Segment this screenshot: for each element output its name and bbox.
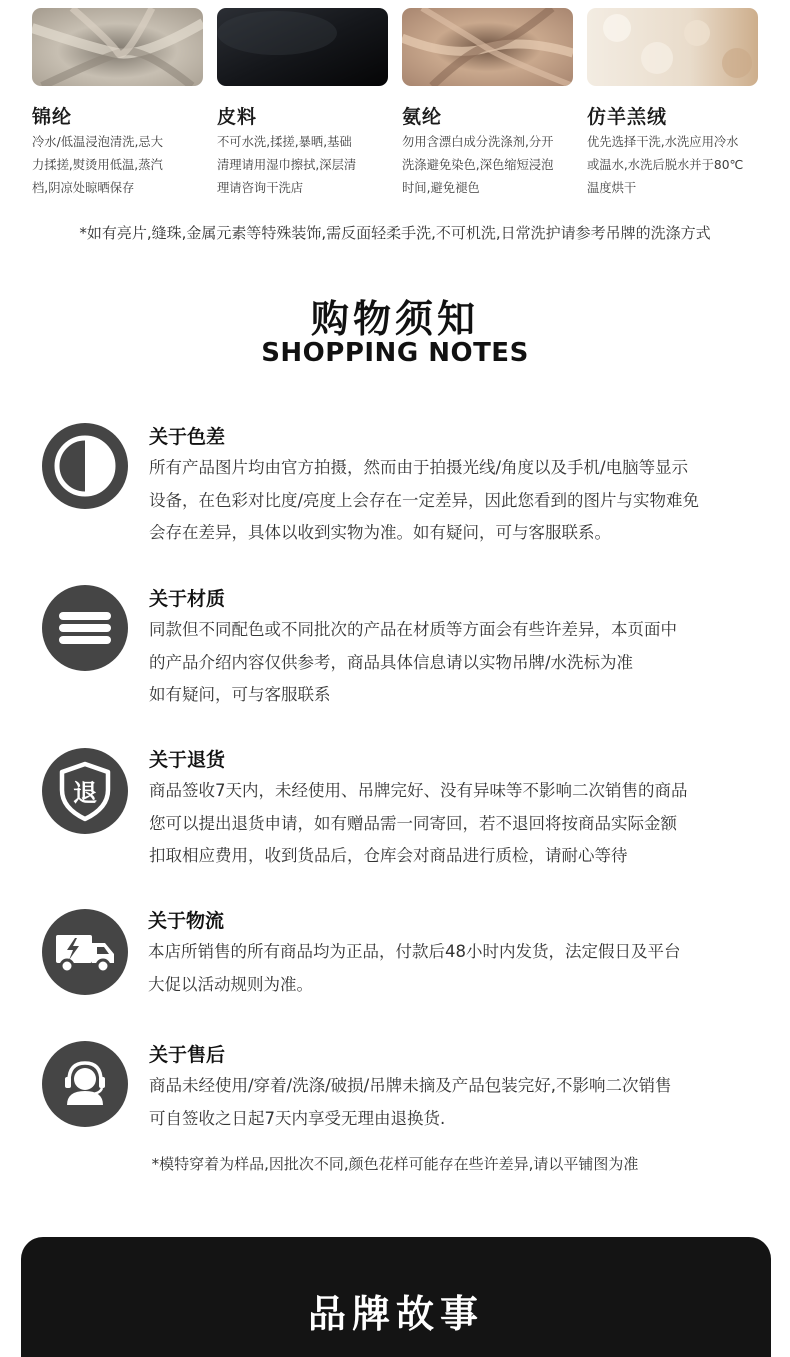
model-sample-note: *模特穿着为样品,因批次不同,颜色花样可能存在些许差异,请以平铺图为准: [151, 1155, 639, 1173]
delivery-truck-icon: [42, 909, 128, 995]
note-body: [149, 775, 759, 873]
contrast-icon: [42, 423, 128, 509]
fabric-swatch-image: [587, 8, 758, 86]
fabric-card-leather: [217, 8, 389, 200]
note-title: 关于材质: [149, 588, 226, 610]
note-title: 关于退货: [149, 749, 226, 771]
fabric-care-text: 冷水/低温浸泡清洗,忌大 力揉搓,熨烫用低温,蒸汽 档,阴凉处晾晒保存: [32, 135, 164, 195]
section-subtitle: SHOPPING NOTES: [261, 338, 529, 368]
note-line: 所有产品图片均由官方拍摄，然而由于拍摄光线/角度以及手机/电脑等显示: [149, 458, 689, 477]
care-note: *如有亮片,缝珠,金属元素等特殊装饰,需反面轻柔手洗,不可机洗,日常洗护请参考吊牌的洗涤方式: [79, 224, 711, 242]
note-line: 如有疑问，可与客服联系: [149, 685, 331, 704]
fabric-care-text: 优先选择干洗,水洗应用冷水 或温水,水洗后脱水并于80℃ 温度烘干: [587, 135, 744, 195]
fabric-card-spandex: [402, 8, 574, 200]
note-line: 扣取相应费用，收到货品后，仓库会对商品进行质检，请耐心等待: [149, 846, 628, 865]
note-line: 会存在差异，具体以收到实物为准。如有疑问，可与客服联系。: [149, 523, 611, 542]
fabric-swatch-image: [217, 8, 388, 86]
fabric-name: 仿羊羔绒: [587, 106, 668, 128]
fabric-care-text: 勿用含漂白成分洗涤剂,分开 洗涤避免染色,深色缩短浸泡 时间,避免褪色: [402, 135, 554, 195]
note-line: 商品签收7天内，未经使用、吊牌完好、没有异味等不影响二次销售的商品: [149, 781, 688, 800]
fabric-care-grid: [32, 8, 772, 208]
note-body: [148, 936, 758, 1001]
fabric-name: 氨纶: [402, 106, 443, 128]
fabric-name: 锦纶: [32, 106, 73, 128]
fabric-swatch-image: [32, 8, 203, 86]
return-shield-icon: [42, 748, 128, 834]
note-line: 的产品介绍内容仅供参考，商品具体信息请以实物吊牌/水洗标为准: [149, 652, 634, 672]
note-line: 设备，在色彩对比度/亮度上会存在一定差异，因此您看到的图片与实物难免: [149, 490, 700, 510]
fabric-name: 皮料: [217, 106, 258, 128]
note-title: 关于售后: [149, 1044, 226, 1066]
note-line: 商品未经使用/穿着/洗涤/破损/吊牌未摘及产品包装完好,不影响二次销售: [149, 1076, 672, 1095]
note-line: 大促以活动规则为准。: [148, 974, 313, 994]
customer-service-icon: [42, 1041, 128, 1127]
fabric-care-text: 不可水洗,揉搓,暴晒,基础 清理请用湿巾擦拭,深层清 理请咨询干洗店: [217, 135, 357, 195]
brand-story-panel: [21, 1237, 771, 1357]
note-line: 您可以提出退货申请，如有赠品需一同寄回，若不退回将按商品实际金额: [149, 813, 677, 833]
brand-story-title: 品牌故事: [307, 1292, 484, 1336]
note-body: [149, 614, 759, 712]
note-body: [149, 452, 759, 550]
fabric-swatch-image: [402, 8, 573, 86]
note-title: 关于色差: [149, 426, 226, 448]
note-line: 可自签收之日起7天内享受无理由退换货.: [149, 1108, 446, 1128]
return-icon-glyph: 退: [73, 779, 97, 807]
note-line: 同款但不同配色或不同批次的产品在材质等方面会有些许差异，本页面中: [149, 620, 677, 639]
note-body: [149, 1070, 759, 1135]
section-title: 购物须知: [310, 297, 479, 341]
fabric-card-nylon: [32, 8, 204, 200]
note-line: 本店所销售的所有商品均为正品，付款后48小时内发货，法定假日及平台: [148, 942, 681, 961]
note-title: 关于物流: [148, 910, 225, 932]
fabric-card-faux-lambswool: [587, 8, 759, 200]
fabric-layers-icon: [42, 585, 128, 671]
